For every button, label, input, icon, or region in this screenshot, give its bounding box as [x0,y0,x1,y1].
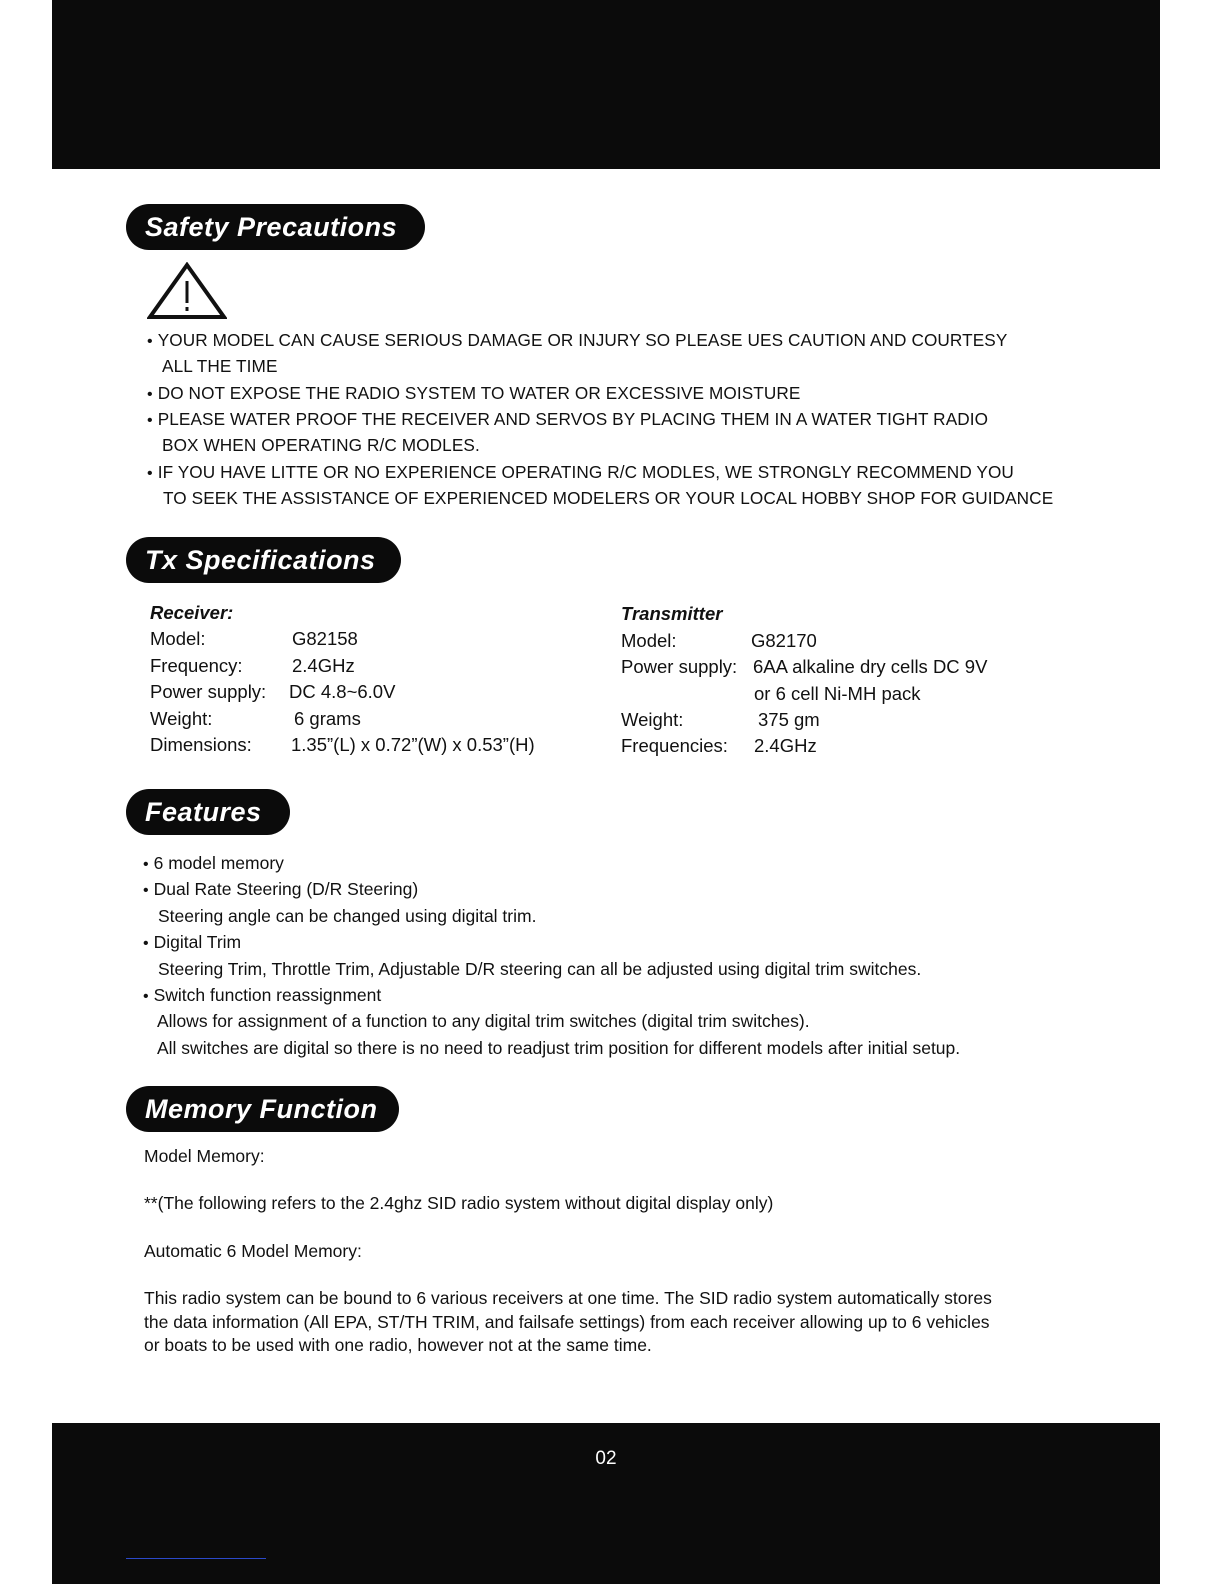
transmitter-weight-label: Weight: [621,709,684,730]
safety-bullet-4-text: IF YOU HAVE LITTE OR NO EXPERIENCE OPERATING R/C MODLES, WE STRONGLY RECOMMEND YOU [157,462,1014,482]
memory-heading-auto: Automatic 6 Model Memory: [144,1241,362,1261]
transmitter-model-label: Model: [621,630,677,651]
receiver-model-value: G82158 [292,628,358,649]
transmitter-heading: Transmitter [621,603,723,624]
feature-item-3-desc: Steering Trim, Throttle Trim, Adjustable D/R steering can all be adjusted using digital trim switches. [158,959,922,979]
feature-item-2-desc: Steering angle can be changed using digital trim. [158,906,537,926]
section-title-memory: Memory Function [126,1086,399,1132]
section-title-safety: Safety Precautions [126,204,425,250]
receiver-frequency-value: 2.4GHz [292,655,355,676]
memory-note: **(The following refers to the 2.4ghz SID radio system without digital display only) [144,1193,774,1213]
memory-heading-model: Model Memory: [144,1146,265,1166]
memory-paragraph-line-2: the data information (All EPA, ST/TH TRIM, and failsafe settings) from each receiver allowing up to 6 vehicles [144,1312,990,1332]
receiver-dimensions-value: 1.35”(L) x 0.72”(W) x 0.53”(H) [291,734,535,755]
feature-item-2 [143,878,418,902]
transmitter-power-value: 6AA alkaline dry cells DC 9V [753,656,988,677]
transmitter-power-label: Power supply: [621,656,738,677]
memory-paragraph-line-1: This radio system can be bound to 6 various receivers at one time. The SID radio system automatically stores [144,1288,992,1308]
page-number: 02 [595,1448,617,1469]
receiver-dimensions-label: Dimensions: [150,734,252,755]
safety-bullet-2-text: DO NOT EXPOSE THE RADIO SYSTEM TO WATER OR EXCESSIVE MOISTURE [157,383,801,403]
safety-bullet-3-cont: BOX WHEN OPERATING R/C MODLES. [162,435,480,455]
safety-bullet-3 [147,408,988,432]
receiver-weight-label: Weight: [150,708,213,729]
receiver-power-value: DC 4.8~6.0V [289,681,396,702]
feature-item-2-text: Dual Rate Steering (D/R Steering) [153,879,419,899]
receiver-model-label: Model: [150,628,206,649]
section-title-features: Features [126,789,290,835]
feature-item-3-text: Digital Trim [153,932,242,952]
memory-paragraph-line-3: or boats to be used with one radio, however not at the same time. [144,1335,652,1355]
feature-item-4-desc-1: Allows for assignment of a function to any digital trim switches (digital trim switches). [157,1011,810,1031]
receiver-weight-value: 6 grams [294,708,361,729]
feature-item-1-text: 6 model memory [153,853,284,873]
warning-icon [147,262,227,320]
feature-item-4-text: Switch function reassignment [153,985,382,1005]
feature-item-4-desc-2: All switches are digital so there is no need to readjust trim position for different models after initial setup. [157,1038,961,1058]
transmitter-frequencies-value: 2.4GHz [754,735,817,756]
safety-bullet-3-text: PLEASE WATER PROOF THE RECEIVER AND SERVOS BY PLACING THEM IN A WATER TIGHT RADIO [157,409,989,429]
section-title-tx-specs: Tx Specifications [126,537,401,583]
feature-item-1 [143,852,284,876]
transmitter-model-value: G82170 [751,630,817,651]
transmitter-weight-value: 375 gm [758,709,820,730]
safety-bullet-4 [147,461,1014,485]
header-band [52,0,1160,169]
feature-item-4 [143,984,381,1008]
safety-bullet-4-cont: TO SEEK THE ASSISTANCE OF EXPERIENCED MODELERS OR YOUR LOCAL HOBBY SHOP FOR GUIDANCE [163,488,1054,508]
receiver-frequency-label: Frequency: [150,655,243,676]
transmitter-frequencies-label: Frequencies: [621,735,728,756]
receiver-power-label: Power supply: [150,681,267,702]
safety-bullet-2 [147,382,801,406]
transmitter-power-value-cont: or 6 cell Ni-MH pack [754,683,921,704]
receiver-heading: Receiver: [150,602,234,623]
safety-bullet-1 [147,329,1007,353]
safety-bullet-1-text: YOUR MODEL CAN CAUSE SERIOUS DAMAGE OR INJURY SO PLEASE UES CAUTION AND COURTESY [157,330,1008,350]
footer-divider [126,1558,266,1559]
safety-bullet-1-cont: ALL THE TIME [162,356,278,376]
feature-item-3 [143,931,241,955]
